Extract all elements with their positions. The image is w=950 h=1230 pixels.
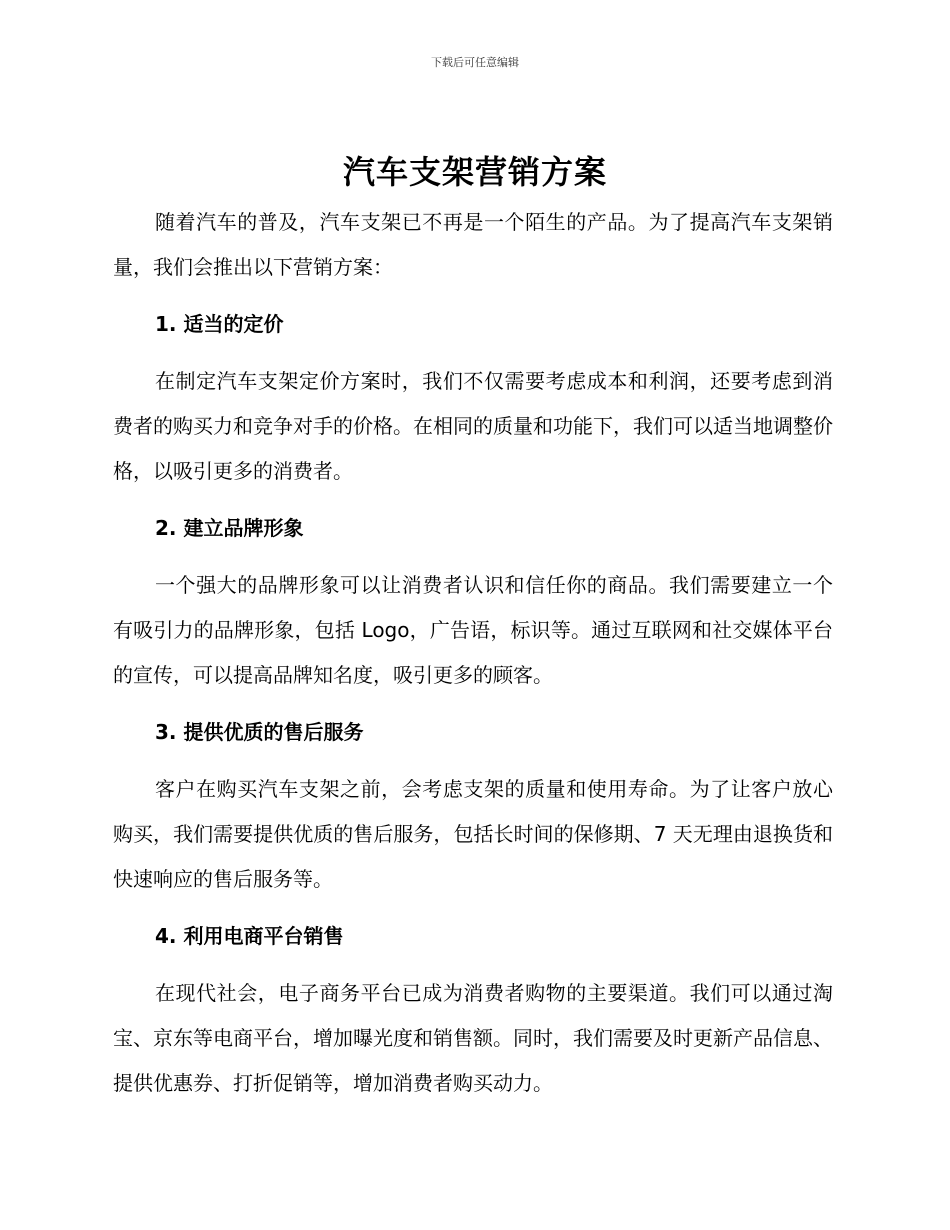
section-heading-pricing: 1. 适当的定价	[155, 312, 284, 336]
section-heading-ecommerce: 4. 利用电商平台销售	[155, 924, 344, 948]
section-text-after-sales: 客户在购买汽车支架之前，会考虑支架的质量和使用寿命。为了让客户放心购买，我们需要提供优质的售后服务，包括长时间的保修期、7 天无理由退换货和快速响应的售后服务等。	[113, 777, 833, 891]
document-title: 汽车支架营销方案	[342, 153, 607, 191]
intro-paragraph: 随着汽车的普及，汽车支架已不再是一个陌生的产品。为了提高汽车支架销量，我们会推出以下营销方案：	[113, 210, 833, 279]
section-text-ecommerce: 在现代社会，电子商务平台已成为消费者购物的主要渠道。我们可以通过淘宝、京东等电商平台，增加曝光度和销售额。同时，我们需要及时更新产品信息、提供优惠券、打折促销等，增加消费者购买动力。	[113, 981, 833, 1095]
header-note: 下载后可任意编辑	[431, 56, 519, 69]
document-body	[113, 200, 833, 1106]
section-heading-after-sales: 3. 提供优质的售后服务	[155, 720, 364, 744]
section-text-pricing: 在制定汽车支架定价方案时，我们不仅需要考虑成本和利润，还要考虑到消费者的购买力和竞争对手的价格。在相同的质量和功能下，我们可以适当地调整价格，以吸引更多的消费者。	[113, 369, 833, 483]
section-text-brand: 一个强大的品牌形象可以让消费者认识和信任你的商品。我们需要建立一个有吸引力的品牌形象，包括 Logo，广告语，标识等。通过互联网和社交媒体平台的宣传，可以提高品牌知名度，吸引更多的顾客。	[113, 573, 833, 687]
section-heading-brand: 2. 建立品牌形象	[155, 516, 304, 540]
